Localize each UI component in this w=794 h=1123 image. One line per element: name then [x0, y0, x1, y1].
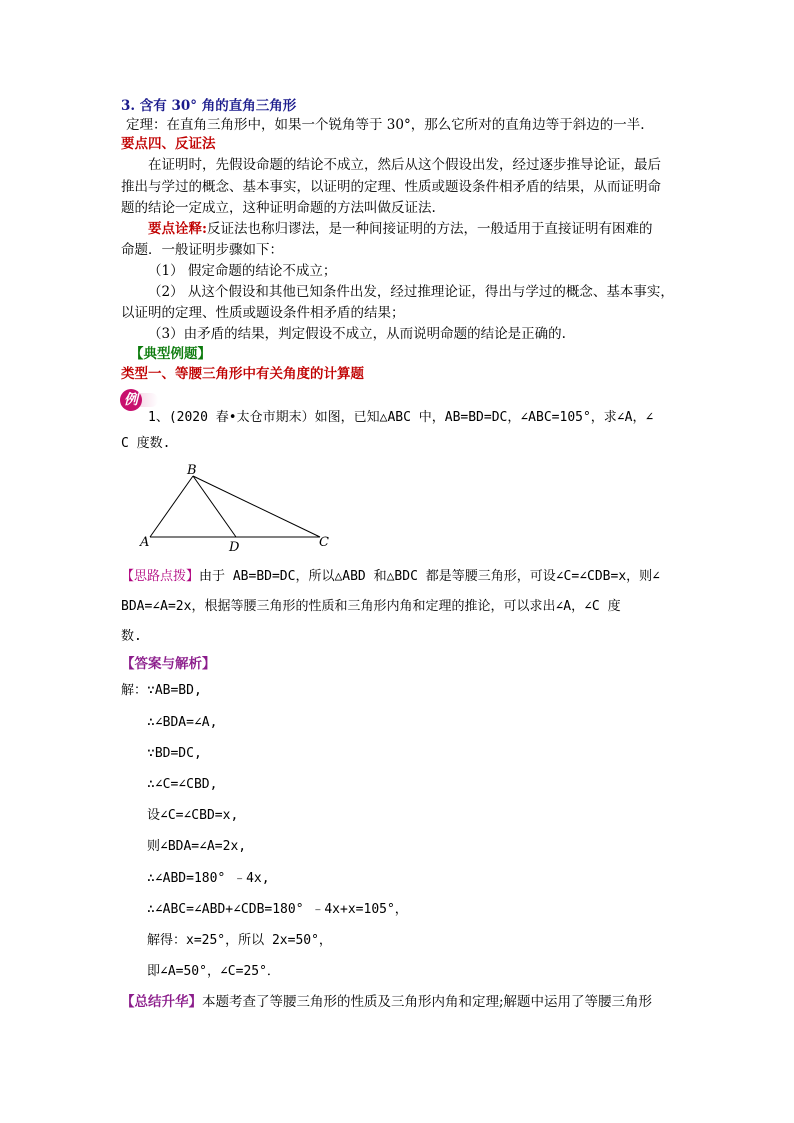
segment-bd: [193, 476, 236, 537]
hint-line2: BDA=∠A=2x，根据等腰三角形的性质和三角形内角和定理的推论，可以求出∠A，∠C 度: [121, 599, 621, 614]
explain-line2: 命题．一般证明步骤如下：: [121, 242, 283, 258]
hint-label: 【思路点拨】: [121, 569, 200, 584]
solution-line-2: ∴∠BDA=∠A,: [147, 715, 218, 730]
explain-line1: [148, 221, 652, 237]
para1-line3: 题的结论一定成立，这种证明命题的方法叫做反证法.: [121, 200, 436, 216]
label-c: C: [319, 535, 329, 550]
summary-line: [121, 994, 652, 1010]
step-2-line1: （2） 从这个假设和其他已知条件出发，经过推理论证，得出与学过的概念、基本事实，: [148, 284, 674, 300]
typical-examples-heading: 【典型例题】: [130, 346, 211, 362]
solution-line-3: ∵BD=DC,: [147, 746, 202, 761]
point4-title: 要点四、反证法: [121, 136, 216, 152]
label-b: B: [187, 463, 197, 478]
example-badge-icon: 例: [120, 389, 142, 411]
label-a: A: [140, 535, 150, 550]
solution-line-7: ∴∠ABD=180° ﹣4x,: [147, 871, 270, 886]
para1-line2: 推出与学过的概念、基本事实，以证明的定理、性质或题设条件相矛盾的结果，从而证明命: [121, 179, 661, 195]
answer-label: 【答案与解析】: [121, 656, 216, 672]
solution-line-6: 则∠BDA=∠A=2x,: [147, 839, 247, 854]
para1-line1: 在证明时，先假设命题的结论不成立，然后从这个假设出发，经过逐步推导论证，最后: [148, 157, 661, 173]
explain-text: 反证法也称归谬法，是一种间接证明的方法，一般适用于直接证明有困难的: [206, 221, 653, 237]
solution-line-1: 解：∵AB=BD,: [121, 683, 202, 698]
step-3: （3）由矛盾的结果，判定假设不成立，从而说明命题的结论是正确的.: [148, 326, 566, 342]
hint-line1: [121, 569, 660, 585]
step-1: （1） 假定命题的结论不成立；: [148, 263, 337, 279]
solution-line-5: 设∠C=∠CBD=x,: [147, 808, 239, 823]
section3-title: 3. 含有 30° 角的直角三角形: [121, 98, 297, 114]
label-d: D: [229, 540, 240, 555]
hint-text: 由于 AB=BD=DC，所以△ABD 和△BDC 都是等腰三角形，可设∠C=∠CDB=x，则∠: [199, 569, 660, 584]
theorem-text: 定理：在直角三角形中，如果一个锐角等于 30°，那么它所对的直角边等于斜边的一半.: [126, 117, 645, 133]
problem-line2: C 度数.: [121, 436, 171, 451]
solution-line-9: 解得：x=25°，所以 2x=50°，: [147, 933, 332, 948]
step-2-line2: 以证明的定理、性质或题设条件相矛盾的结果；: [121, 305, 405, 321]
solution-line-4: ∴∠C=∠CBD,: [147, 777, 218, 792]
solution-line-8: ∴∠ABC=∠ABD+∠CDB=180° ﹣4x+x=105°，: [147, 902, 408, 917]
summary-text: 本题考查了等腰三角形的性质及三角形内角和定理;解题中运用了等腰三角形: [202, 994, 653, 1010]
problem-line1: 1、(2020 春•太仓市期末）如图，已知△ABC 中，AB=BD=DC，∠ABC=105°，求∠A，∠: [148, 410, 654, 425]
type1-title: 类型一、等腰三角形中有关角度的计算题: [121, 366, 364, 382]
solution-line-10: 即∠A=50°，∠C=25°．: [147, 964, 280, 979]
hint-line3: 数.: [121, 629, 142, 644]
summary-label: 【总结升华】: [121, 994, 202, 1010]
explain-label: 要点诠释:: [148, 221, 207, 237]
segment-ab: [150, 476, 193, 537]
triangle-figure: [135, 460, 340, 555]
segment-bc: [193, 476, 320, 537]
